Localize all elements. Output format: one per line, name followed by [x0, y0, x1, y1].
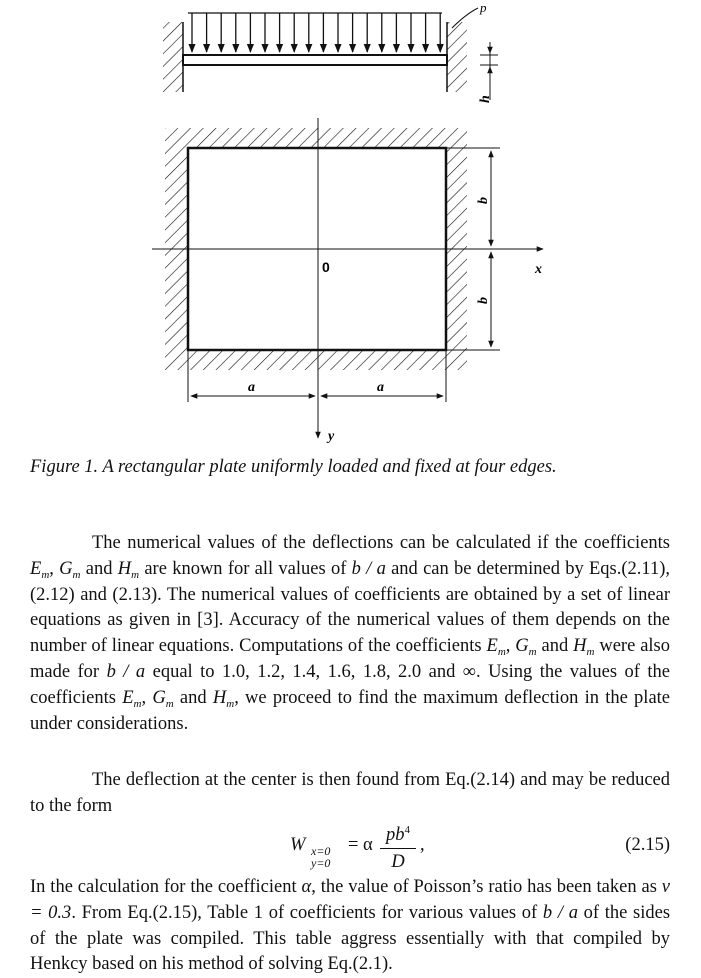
paragraph-2: The deflection at the center is then found from Eq.(2.14) and may be reduced to the form	[30, 770, 670, 816]
plan-view	[152, 118, 543, 444]
plate-figure	[0, 0, 701, 455]
equation-number: (2.15)	[625, 835, 670, 855]
bottom-hatch	[165, 350, 467, 370]
side-view	[163, 0, 498, 103]
top-hatch	[165, 128, 467, 148]
right-support-hatch	[447, 22, 467, 92]
x-axis-label: x	[535, 262, 542, 277]
a-right-label: a	[377, 380, 384, 395]
thickness-h-label: h	[478, 95, 493, 103]
equation-2-15: W x=0 y=0 = α $pb^4$ D , (2.15)	[290, 824, 670, 873]
paragraph-1: The numerical values of the deflections can be calculated if the coefficients $E_m$, $G_m$ and $H_m$ are known for all values of b / a and can be determined by Eqs.(2.11), (2.12) and (2.13). The numerical values of coefficients are obtained by a set of linear equations as given in [3]. Accuracy of the numerical values of them depends on the number of linear equations. Computations of the coefficients $E_m$, $G_m$ and $H_m$ were also made for b / a equal to 1.0, 1.2, 1.4, 1.6, 1.8, 2.0 and ∞. Using the values of the coefficients $E_m$, $G_m$ and $H_m$, we proceed to find the maximum deflection in the plate under considerations.	[30, 533, 671, 734]
paragraph-3: In the calculation for the coefficient α, the value of Poisson’s ratio has been taken as ν = 0.3. From Eq.(2.15), Table 1 of coefficients for various values of b / a of the sides of the plate was compiled. This table aggress essentially with that compiled by Henkcy based on his method of solving Eq.(2.1).	[30, 877, 671, 975]
left-support-hatch	[163, 22, 183, 92]
b-top-label: b	[476, 197, 491, 204]
figure-caption: Figure 1. A rectangular plate uniformly loaded and fixed at four edges.	[30, 457, 557, 477]
y-axis-label: y	[328, 429, 335, 444]
load-p-label: p	[480, 0, 487, 15]
origin-label: 0	[322, 259, 330, 275]
a-left-label: a	[248, 380, 255, 395]
b-bottom-label: b	[476, 297, 491, 304]
load-arrows	[192, 13, 440, 52]
beam	[183, 55, 447, 65]
